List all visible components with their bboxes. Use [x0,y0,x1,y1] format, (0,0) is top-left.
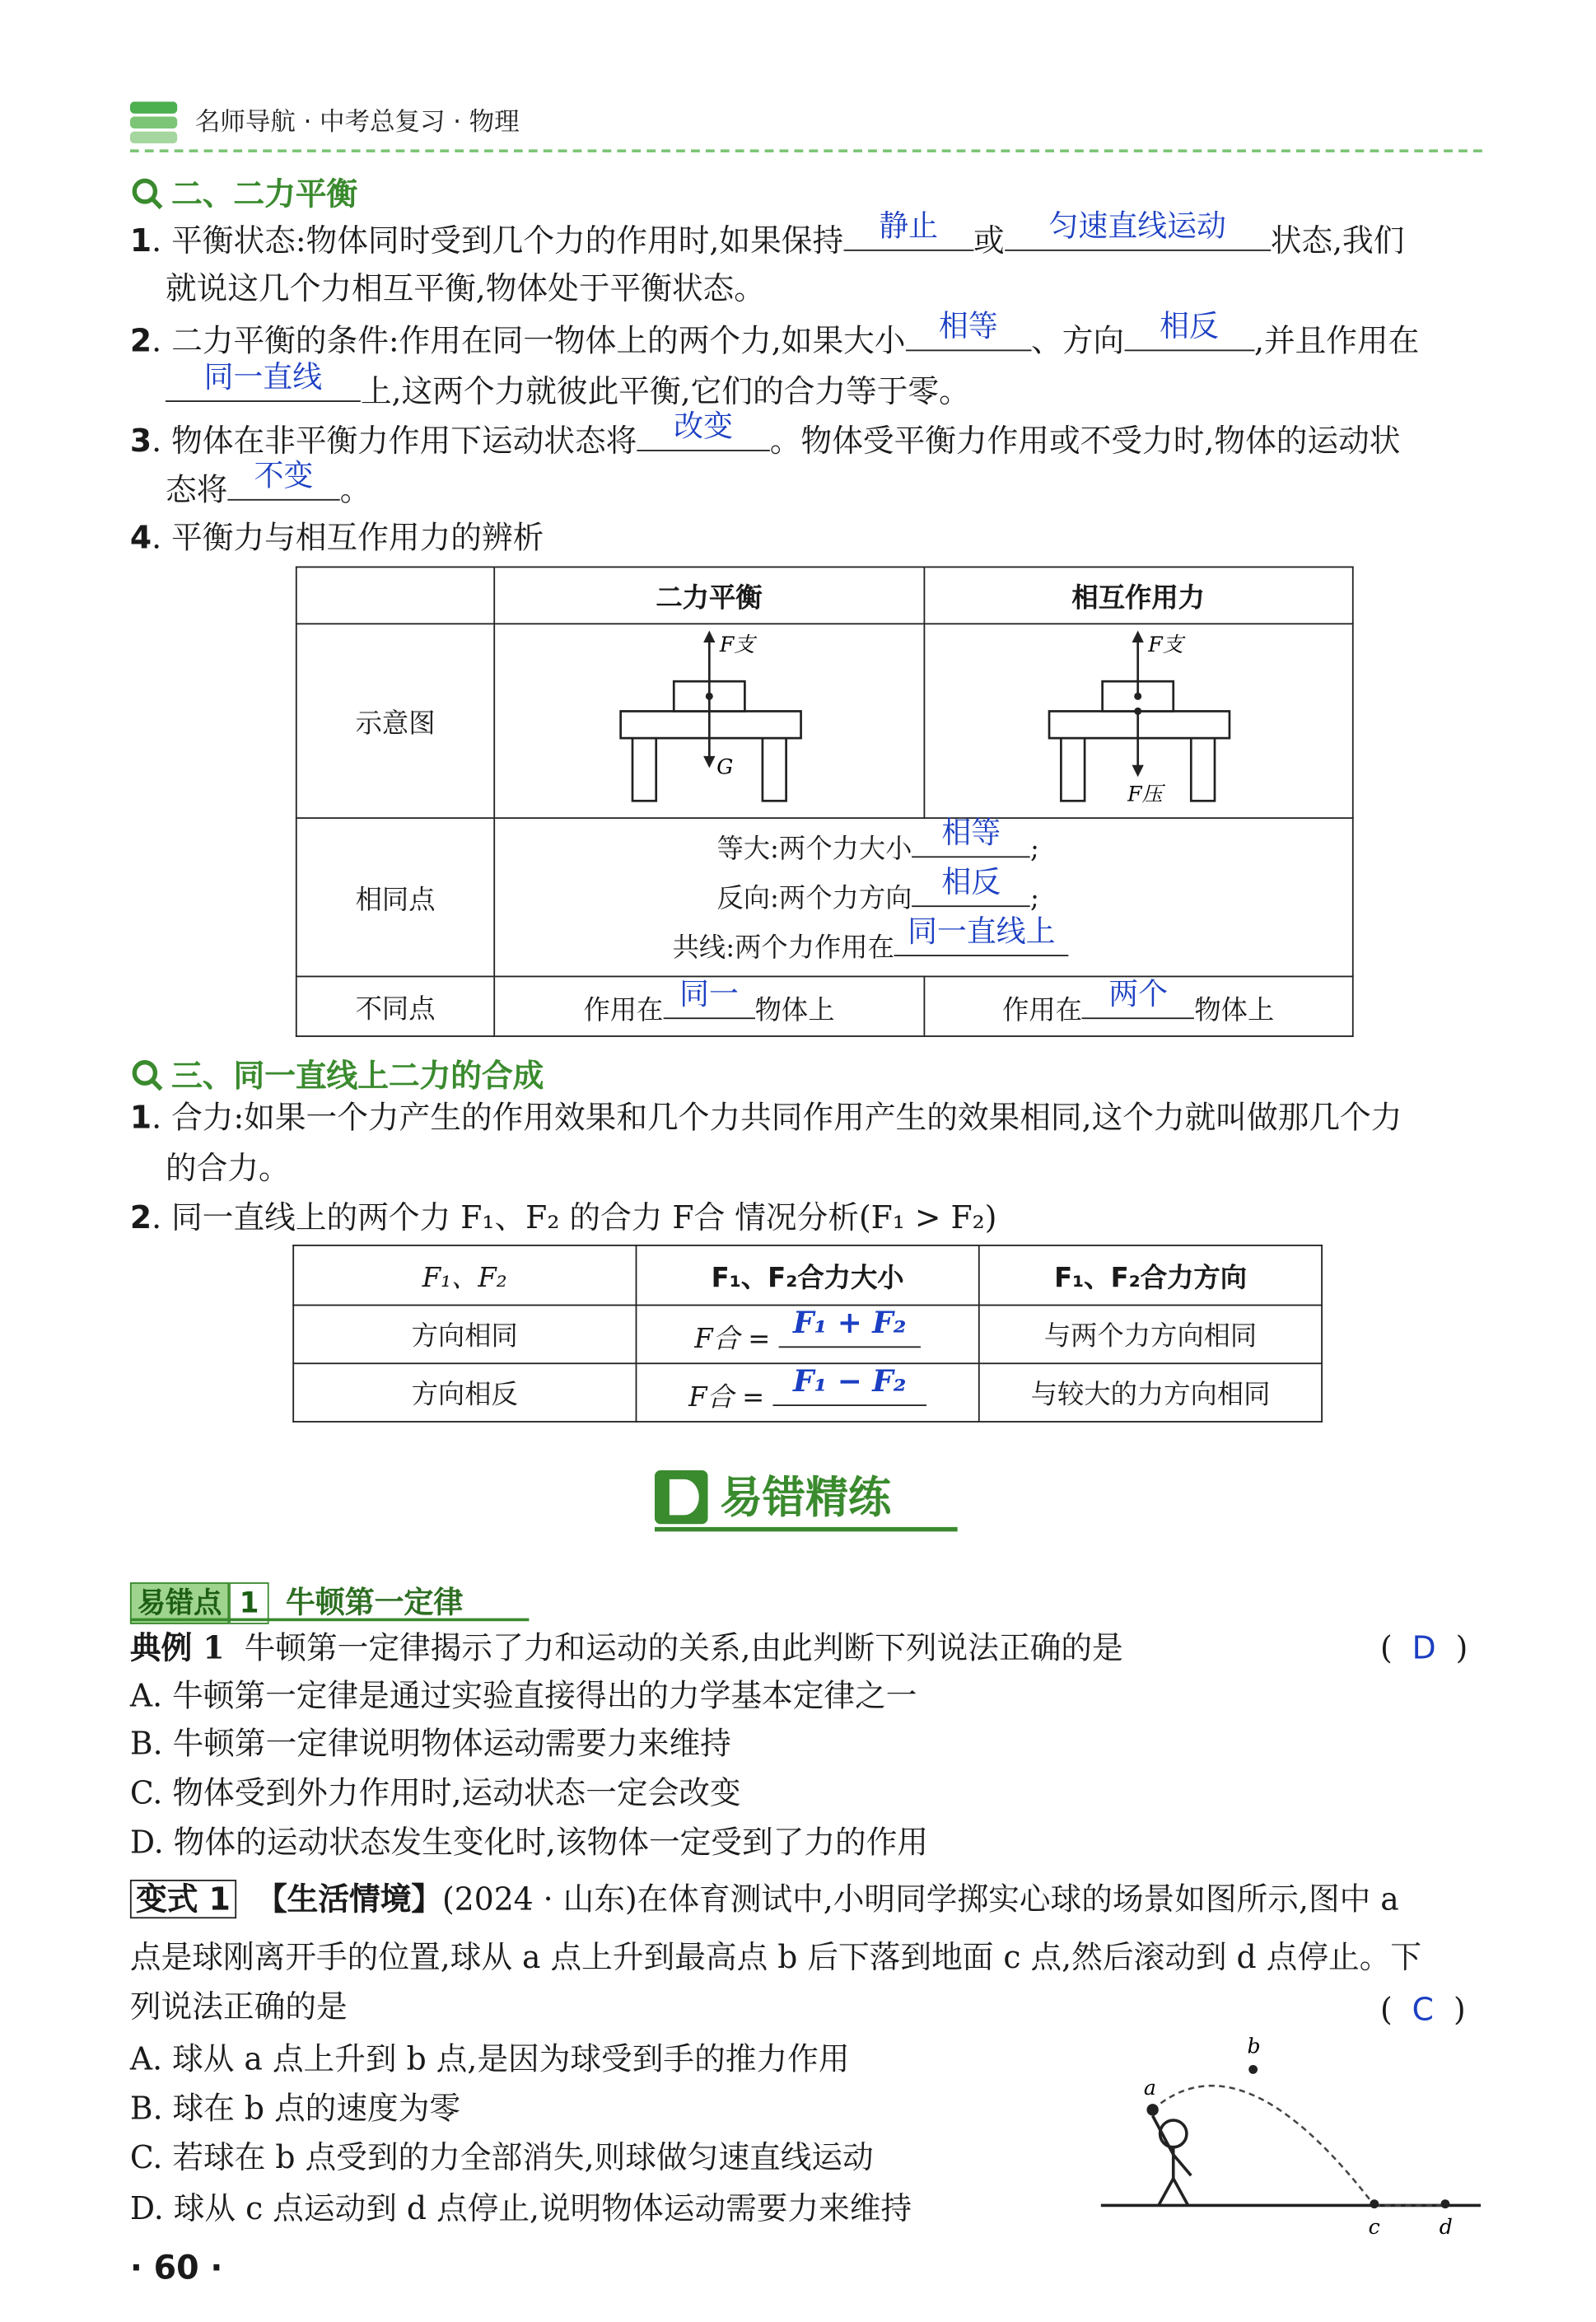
t2-r1-case: 方向相同 [293,1306,636,1364]
variant1-option-d: D. 球从 c 点运动到 d 点停止,说明物体运动需要力来维持 [129,2190,912,2226]
sec2-q1: 1. 平衡状态:物体同时受到几个力的作用时,如果保持 静止 或 匀速直线运动 状态,我们 [129,208,1405,259]
sec3-q1: 1. 合力:如果一个力产生的作用效果和几个力共同作用产生的效果相同,这个力就叫做那几个力 [129,1100,1402,1136]
example1-option-d: D. 物体的运动状态发生变化时,该物体一定受到了力的作用 [129,1824,929,1861]
banner-title: 易错精练 [719,1471,892,1523]
same-opposite: 反向:两个力方向 相反 ; [716,863,1039,915]
example1-option-a: A. 牛顿第一定律是通过实验直接得出的力学基本定律之一 [129,1678,917,1714]
banner [655,1470,958,1533]
point-c-label: c [1368,2214,1380,2239]
resultant-table [292,1245,1323,1423]
same-points-cell [494,814,1352,976]
point-d-label: d [1439,2214,1453,2239]
trajectory-diagram [1094,2032,1492,2241]
variant1-line3: 列说法正确的是 [129,1988,348,2025]
diff-interaction: 作用在 两个 物体上 [924,976,1353,1036]
t2-header-direction: F₁、F₂合力方向 [979,1245,1322,1306]
row-label-diagram: 示意图 [296,624,495,818]
header-divider [130,149,1482,152]
example1-option-b: B. 牛顿第一定律说明物体运动需要力来维持 [129,1726,731,1762]
table-header-interaction: 相互作用力 [924,567,1353,624]
gravity-label: G [716,755,734,779]
point-b-label: b [1247,2034,1261,2058]
balance-diagram-figure [547,624,872,810]
sec2-q3: 3. 物体在非平衡力作用下运动状态将 改变 。物体受平衡力作用或不受力时,物体的运动状 [129,408,1401,459]
point1-label [130,1578,463,1620]
variant1-option-c: C. 若球在 b 点受到的力全部消失,则球做匀速直线运动 [129,2139,874,2176]
header-logo [130,101,177,143]
section-3-title: 三、同一直线上二力的合成 [171,1058,544,1094]
logo-icon [130,101,177,143]
point1-num: 1 [229,1582,269,1624]
variant1-answer: ( C ) [1379,1992,1466,2028]
f-support-label-2: F支 [1148,632,1184,656]
sec2-q3-line2: 态将 不变 。 [165,457,371,508]
sec2-q2-line2: 同一直线 上,这两个力就彼此平衡,它们的合力等于零。 [166,367,970,413]
variant1-option-b: B. 球在 b 点的速度为零 [129,2090,461,2127]
shot-put-figure [1094,2032,1492,2241]
magnifier-icon [130,176,166,213]
point1-title: 牛顿第一定律 [285,1583,464,1620]
example1-option-c: C. 物体受到外力作用时,运动状态一定会改变 [129,1775,741,1811]
row-label-diff: 不同点 [296,976,495,1036]
variant1-line2: 点是球刚离开手的位置,球从 a 点上升到最高点 b 后下落到地面 c 点,然后滚动到 d 点停止。下 [129,1939,1422,1976]
t2-r2-case: 方向相反 [293,1363,636,1422]
point1-underline [130,1619,529,1622]
page-number: · 60 · [129,2250,223,2288]
t2-r1-direction: 与两个力方向相同 [979,1306,1322,1364]
balance-table [296,567,1354,1037]
row-label-same: 相同点 [296,818,495,976]
header-title: 名师导航 · 中考总复习 · 物理 [194,107,520,138]
table-corner [296,567,495,624]
sec2-q1-line2: 就说这几个力相互平衡,物体处于平衡状态。 [165,270,765,306]
sec3-q1-line2: 的合力。 [165,1150,290,1187]
diagram-interaction [924,624,1353,818]
f-support-label: F支 [719,632,755,656]
example1-answer: ( D ) [1379,1630,1468,1666]
same-collinear: 共线:两个力作用在 同一直线上 [673,922,1352,971]
t2-r2-magnitude: F合 = F₁ − F₂ [636,1363,979,1422]
t2-r2-direction: 与较大的力方向相同 [979,1363,1322,1422]
magnifier-icon [130,1058,166,1094]
sec3-q2: 2. 同一直线上的两个力 F₁、F₂ 的合力 F合 情况分析(F₁ > F₂) [129,1199,997,1236]
section-2-title: 二、二力平衡 [171,176,358,213]
variant1-line1: 变式 1 【生活情境】(2024 · 山东)在体育测试中,小明同学掷实心球的场景如图所示,图中 a [130,1876,1399,1921]
interaction-diagram-figure [976,624,1301,810]
t2-header-forces: F₁、F₂ [293,1245,636,1306]
t2-header-magnitude: F₁、F₂合力大小 [636,1245,979,1306]
sec2-q2: 2. 二力平衡的条件:作用在同一物体上的两个力,如果大小 相等 、方向 相反 ,并且作用在 [129,307,1420,359]
point-a-label: a [1143,2076,1156,2100]
variant1-option-a: A. 球从 a 点上升到 b 点,是因为球受到手的推力作用 [129,2040,850,2077]
table-header-balance: 二力平衡 [494,567,923,624]
t2-r1-magnitude: F合 = F₁ + F₂ [636,1306,979,1364]
example1-stem: 典例 1 牛顿第一定律揭示了力和运动的关系,由此判断下列说法正确的是 [129,1628,1123,1666]
diagram-balance [494,624,923,818]
point1-tag: 易错点 [130,1582,229,1624]
diff-balance: 作用在 同一 物体上 [494,976,923,1036]
section-3-icon [130,1058,166,1100]
section-icon [130,176,166,218]
sec2-q4: 4. 平衡力与相互作用力的辨析 [129,520,544,556]
same-equal: 等大:两个力大小 相等 ; [716,814,1039,866]
f-press-label: F压 [1127,782,1164,806]
